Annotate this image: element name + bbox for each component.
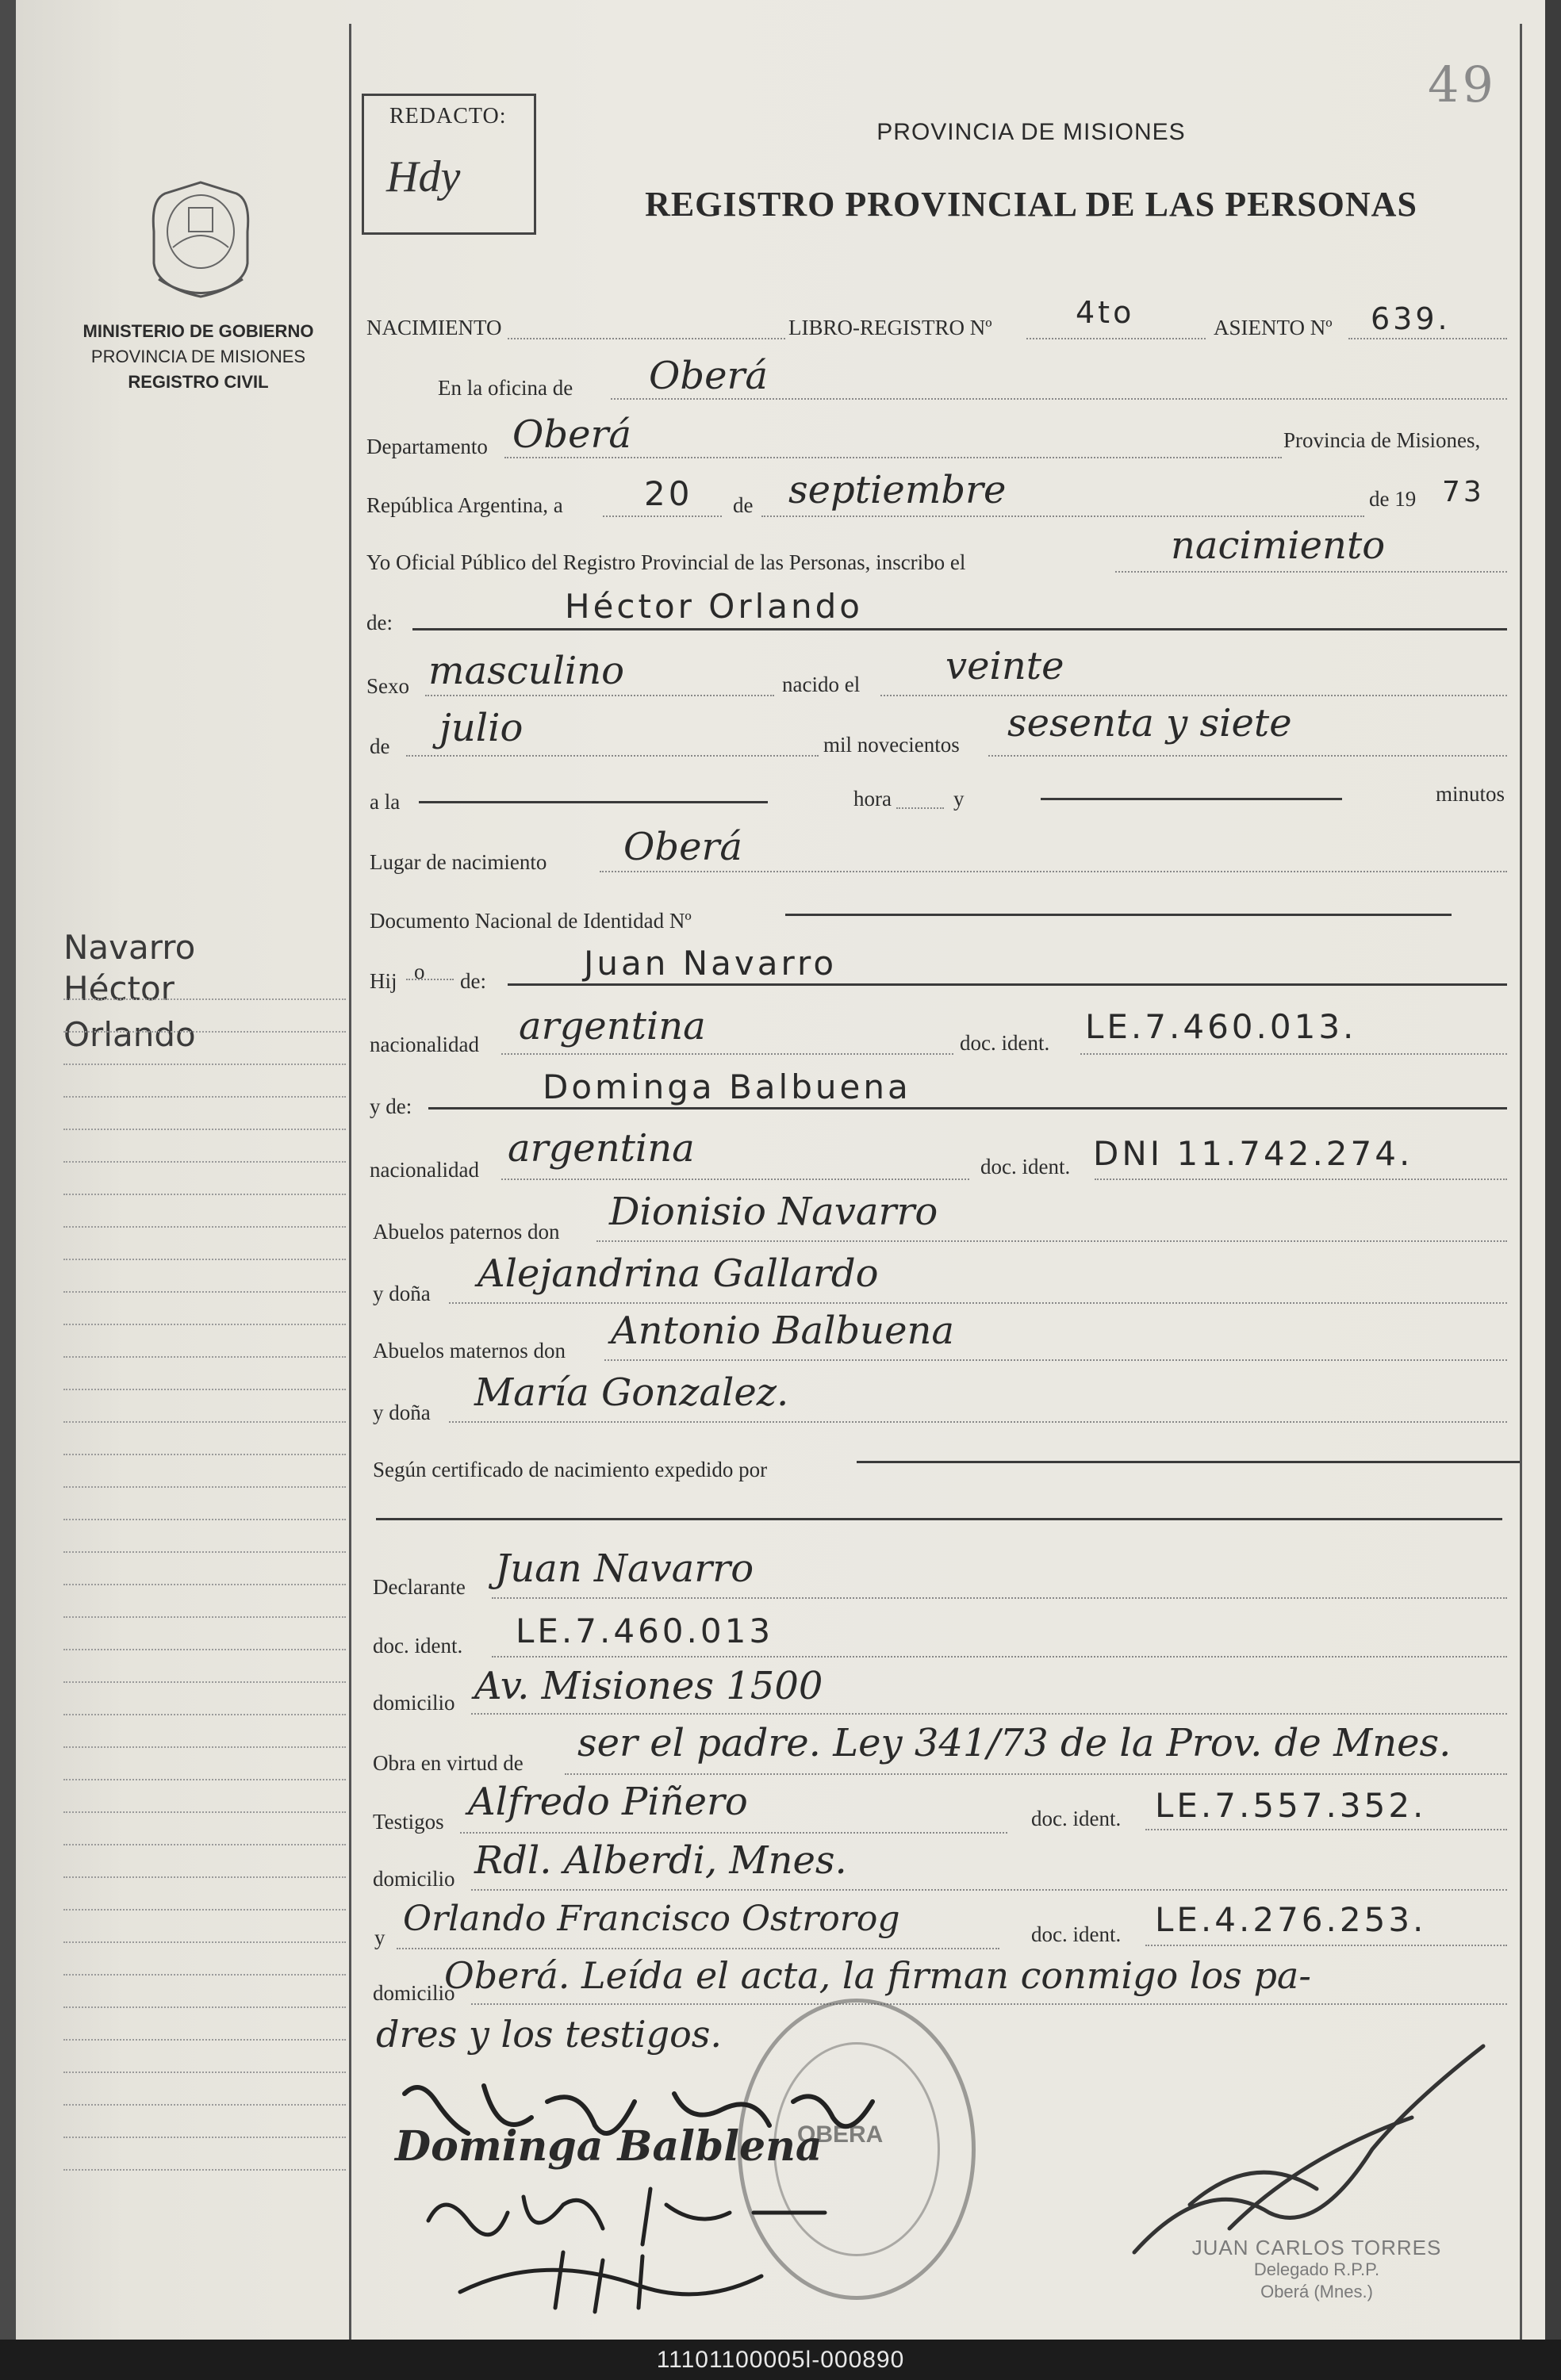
madre-nacionalidad-value: argentina <box>508 1126 695 1171</box>
dotted-line <box>600 871 1507 872</box>
dotted-line <box>1115 571 1507 573</box>
nacionalidad-madre-label: nacionalidad <box>370 1158 479 1182</box>
margin-name-2: Orlando <box>63 1015 196 1054</box>
mes-value: septiembre <box>788 468 1007 512</box>
certificado-rule <box>857 1461 1520 1463</box>
redacto-label: REDACTO: <box>389 104 507 128</box>
dotted-line <box>604 1359 1507 1361</box>
dotted-line <box>504 457 1282 458</box>
dotted-line <box>449 1302 1507 1304</box>
declarante-label: Declarante <box>373 1575 466 1599</box>
hour-rule <box>419 801 768 803</box>
dni-rule <box>785 914 1452 916</box>
archive-code: 11101100005l-000890 <box>656 2346 905 2373</box>
official-name: JUAN CARLOS TORRES <box>1191 2236 1442 2259</box>
mes-nacimiento-value: julio <box>439 706 524 750</box>
dotted-line <box>603 515 722 517</box>
dotted-line <box>611 398 1507 400</box>
anio-nacimiento-value: sesenta y siete <box>1007 701 1292 745</box>
dia-value: 20 <box>644 474 693 513</box>
nacido-label: nacido el <box>782 673 861 696</box>
inscribo-label: Yo Oficial Público del Registro Provincial de las Personas, inscribo el <box>366 550 966 574</box>
mother-signature: Dominga Balblena <box>395 2122 823 2171</box>
testigo1-value: Alfredo Piñero <box>468 1780 748 1824</box>
page-number: 49 <box>1428 56 1497 113</box>
official-block <box>1174 2236 1459 2303</box>
declarante-value: Juan Navarro <box>495 1546 754 1591</box>
y-de-label: y de: <box>370 1094 412 1118</box>
dotted-line <box>1095 1179 1507 1180</box>
nacimiento-label: NACIMIENTO <box>366 316 502 339</box>
margin-rule-right <box>1520 24 1522 2340</box>
abuela-materna-label: y doña <box>373 1401 431 1424</box>
abuela-paterna-value: Alejandrina Gallardo <box>478 1251 879 1296</box>
abuelos-paternos-label: Abuelos paternos don <box>373 1220 560 1244</box>
dotted-line <box>1026 338 1206 339</box>
sexo-label: Sexo <box>366 674 409 698</box>
dotted-line <box>988 755 1507 757</box>
dotted-line <box>492 1597 1507 1599</box>
dotted-line <box>596 1240 1507 1242</box>
closing-line-1: Oberá. Leída el acta, la firman conmigo los pa- <box>444 1954 1311 1997</box>
binding-edge-right <box>1545 0 1561 2340</box>
certificado-label: Según certificado de nacimiento expedido por <box>373 1458 768 1481</box>
madre-value: Dominga Balbuena <box>543 1067 911 1106</box>
dotted-line <box>406 755 819 757</box>
nacionalidad-padre-label: nacionalidad <box>370 1033 479 1056</box>
testigo1-doc-label: doc. ident. <box>1031 1807 1122 1830</box>
testigo2-value: Orlando Francisco Ostrorog <box>403 1899 900 1939</box>
margin-surname: Navarro <box>63 928 196 967</box>
dotted-line <box>471 1713 1507 1715</box>
anio-value: 73 <box>1442 476 1485 508</box>
domicilio-value: Av. Misiones 1500 <box>474 1664 823 1708</box>
dotted-line <box>1080 1053 1507 1055</box>
abuelo-paterno-value: Dionisio Navarro <box>609 1190 938 1234</box>
dotted-line <box>471 2003 1507 2005</box>
dotted-line <box>492 1656 1507 1658</box>
de-label: de <box>733 493 754 517</box>
dotted-line <box>406 979 454 980</box>
nacido-value: veinte <box>945 644 1064 688</box>
dotted-line <box>425 695 774 696</box>
dotted-line <box>397 1948 999 1949</box>
dotted-line <box>1348 338 1507 339</box>
hijo-label: Hij <box>370 969 397 993</box>
dotted-line <box>880 695 1507 696</box>
margin-rule-left <box>349 24 351 2340</box>
padre-doc-value: LE.7.460.013. <box>1085 1007 1357 1046</box>
testigo1-domicilio-label: domicilio <box>373 1867 455 1891</box>
hijo-de-label: de: <box>460 969 486 993</box>
abuelo-materno-value: Antonio Balbuena <box>611 1309 955 1353</box>
name-rule <box>412 628 1507 630</box>
lugar-value: Oberá <box>623 825 743 869</box>
oficina-label: En la oficina de <box>438 376 573 400</box>
hora-label: hora <box>853 787 892 811</box>
testigo2-y-label: y <box>374 1926 385 1949</box>
minute-rule <box>1041 798 1342 800</box>
father-rule <box>508 983 1507 986</box>
libro-value: 4to <box>1076 295 1135 330</box>
declarante-doc-label: doc. ident. <box>373 1634 463 1658</box>
stamp-text: OBERA <box>797 2121 884 2148</box>
dotted-line <box>501 1179 969 1180</box>
libro-label: LIBRO-REGISTRO Nº <box>788 316 992 339</box>
obra-value: ser el padre. Ley 341/73 de la Prov. de Mnes. <box>577 1721 1452 1765</box>
ministry-line-1: MINISTERIO DE GOBIERNO <box>82 321 314 341</box>
padre-value: Juan Navarro <box>584 944 838 983</box>
declarante-doc-value: LE.7.460.013 <box>516 1612 774 1650</box>
margin-name-1: Héctor <box>63 969 175 1008</box>
madre-doc-label: doc. ident. <box>980 1155 1071 1179</box>
official-place: Oberá (Mnes.) <box>1260 2282 1373 2301</box>
dotted-line <box>501 1053 953 1055</box>
dotted-line <box>1145 1945 1507 1946</box>
nombre-label: de: <box>366 611 393 634</box>
abuela-materna-value: María Gonzalez. <box>474 1370 789 1415</box>
registry-title: REGISTRO PROVINCIAL DE LAS PERSONAS <box>645 185 1417 224</box>
provincia-label: Provincia de Misiones, <box>1283 428 1481 452</box>
ministry-line-3: REGISTRO CIVIL <box>128 372 269 392</box>
dni-label: Documento Nacional de Identidad Nº <box>370 909 692 933</box>
asiento-value: 639. <box>1371 301 1451 336</box>
dotted-line <box>508 338 785 339</box>
obra-label: Obra en virtud de <box>373 1751 524 1775</box>
abuelos-maternos-label: Abuelos maternos don <box>373 1339 566 1362</box>
inscribo-value: nacimiento <box>1171 523 1386 568</box>
testigo1-domicilio-value: Rdl. Alberdi, Mnes. <box>474 1838 847 1883</box>
ministry-line-2: PROVINCIA DE MISIONES <box>90 347 306 366</box>
dotted-line <box>449 1421 1507 1423</box>
dotted-line <box>471 1889 1507 1891</box>
abuela-paterna-label: y doña <box>373 1282 431 1305</box>
province-title: PROVINCIA DE MISIONES <box>876 119 1186 145</box>
asiento-label: ASIENTO Nº <box>1214 316 1333 339</box>
dotted-line <box>896 807 944 809</box>
dotted-line <box>1145 1829 1507 1830</box>
official-role: Delegado R.P.P. <box>1253 2259 1380 2279</box>
padre-doc-label: doc. ident. <box>960 1031 1050 1055</box>
mother-rule <box>428 1107 1507 1110</box>
dotted-line <box>761 515 1364 517</box>
binding-edge-left <box>0 0 16 2340</box>
second-witness-signature-icon <box>444 2236 777 2324</box>
testigo2-doc-label: doc. ident. <box>1031 1922 1122 1946</box>
oficina-value: Oberá <box>649 354 769 398</box>
dotted-line <box>565 1773 1507 1775</box>
archive-code-strip <box>0 2340 1561 2380</box>
margin-ruled-lines <box>63 968 346 2171</box>
official-signature-icon <box>1110 2030 1507 2268</box>
anio-label: de 19 <box>1369 487 1417 511</box>
domicilio-label: domicilio <box>373 1691 455 1715</box>
departamento-label: Departamento <box>366 435 488 458</box>
minutos-label: minutos <box>1436 782 1505 806</box>
closing-line-2: dres y los testigos. <box>376 2013 723 2056</box>
dotted-line <box>460 1832 1007 1834</box>
sexo-value: masculino <box>428 649 625 693</box>
departamento-value: Oberá <box>512 412 632 457</box>
redacto-box <box>362 94 536 235</box>
republica-label: República Argentina, a <box>366 493 563 517</box>
mil-label: mil novecientos <box>823 733 960 757</box>
nombre-value: Héctor Orlando <box>565 587 864 626</box>
padre-nacionalidad-value: argentina <box>519 1004 706 1048</box>
madre-doc-value: DNI 11.742.274. <box>1093 1134 1413 1173</box>
hijo-suffix: o <box>414 960 425 983</box>
ministry-heading <box>48 319 349 395</box>
ala-label: a la <box>370 790 401 814</box>
provincial-seal-icon <box>141 176 260 303</box>
testigos-label: Testigos <box>373 1810 444 1834</box>
certificado-rule-2 <box>376 1518 1502 1520</box>
testigo1-doc-value: LE.7.557.352. <box>1155 1786 1427 1825</box>
testigo2-domicilio-label: domicilio <box>373 1981 455 2005</box>
de-mes-label: de <box>370 734 390 758</box>
lugar-label: Lugar de nacimiento <box>370 850 547 874</box>
redacto-initials: Hdy <box>386 152 461 201</box>
y-label: y <box>953 787 965 811</box>
testigo2-doc-value: LE.4.276.253. <box>1155 1900 1427 1939</box>
